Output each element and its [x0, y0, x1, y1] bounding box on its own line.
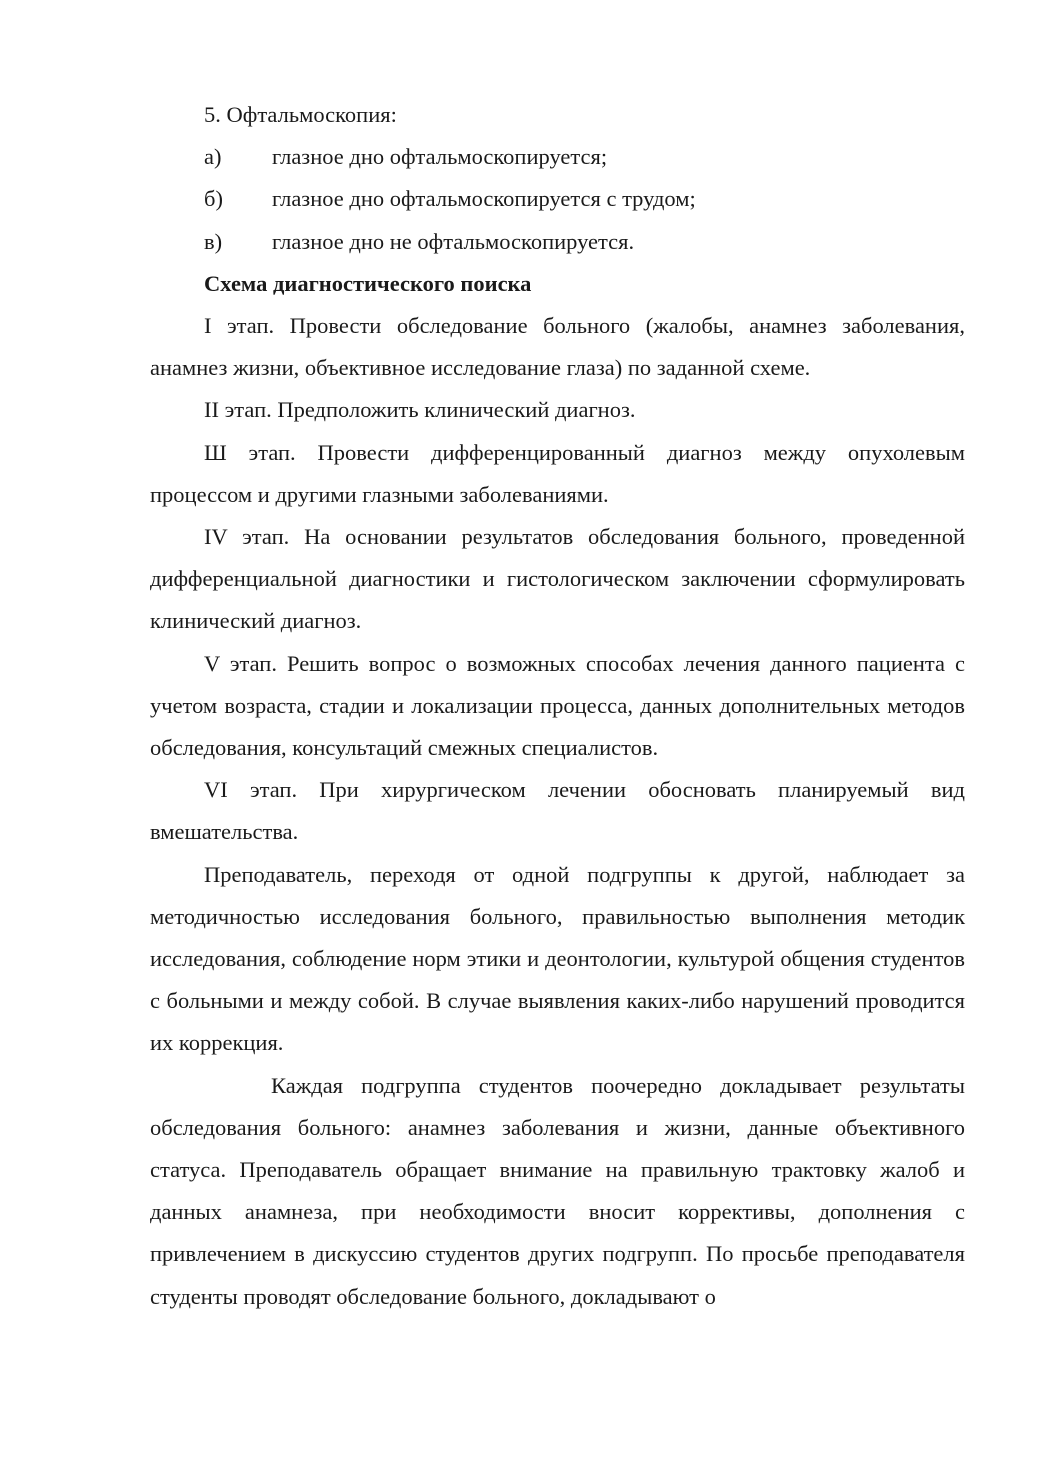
- stage-paragraph: II этап. Предположить клинический диагноз.: [204, 397, 636, 423]
- document-page: [150, 94, 965, 1318]
- list-marker: б): [204, 186, 223, 212]
- teacher-paragraph: Преподаватель, переходя от одной подгруппы к другой, наблюдает за методичностью исследования больного, правильностью выполнения методик исследования, соблюдение норм этики и деонтологии, культурой общения студентов с больными и между собой. В случае выявления каких-либо нарушений проводится их коррекция.: [150, 861, 965, 1056]
- list-item: [150, 221, 965, 263]
- list-marker: в): [204, 228, 223, 254]
- subgroups-paragraph: Каждая подгруппа студентов поочередно докладывает результаты обследования больного: анамнез заболевания и жизни, данные объективного статуса. Преподаватель обращает внимание на правильную трактовку жалоб и данных анамнеза, при необходимости вносит коррективы, дополнения с привлечением в дискуссию студентов других подгрупп. По просьбе преподавателя студенты проводят обследование больного, докладывают о: [150, 1072, 965, 1309]
- ophthalmoscopy-title: 5. Офтальмоскопия:: [204, 102, 397, 127]
- stage-paragraph: IV этап. На основании результатов обследования больного, проведенной дифференциальной диагностики и гистологическом заключении сформулировать клинический диагноз.: [150, 524, 965, 634]
- stage-paragraph: Ш этап. Провести дифференцированный диагноз между опухолевым процессом и другими глазными заболеваниями.: [150, 439, 965, 507]
- stage-paragraph: I этап. Провести обследование больного (жалобы, анамнез заболевания, анамнез жизни, объективное исследование глаза) по заданной схеме.: [150, 313, 965, 381]
- list-marker: а): [204, 144, 222, 170]
- list-text: глазное дно не офтальмоскопируется.: [272, 228, 635, 254]
- stage-paragraph: V этап. Решить вопрос о возможных способах лечения данного пациента с учетом возраста, стадии и локализации процесса, данных дополнительных методов обследования, консультаций смежных специалистов.: [150, 650, 965, 761]
- stage-paragraph: VI этап. При хирургическом лечении обосновать планируемый вид вмешательства.: [150, 777, 965, 845]
- scheme-heading: Схема диагностического поиска: [204, 270, 532, 296]
- list-text: глазное дно офтальмоскопируется;: [272, 144, 608, 170]
- list-item: [150, 178, 965, 220]
- list-item: [150, 136, 965, 178]
- list-text: глазное дно офтальмоскопируется с трудом;: [272, 186, 696, 212]
